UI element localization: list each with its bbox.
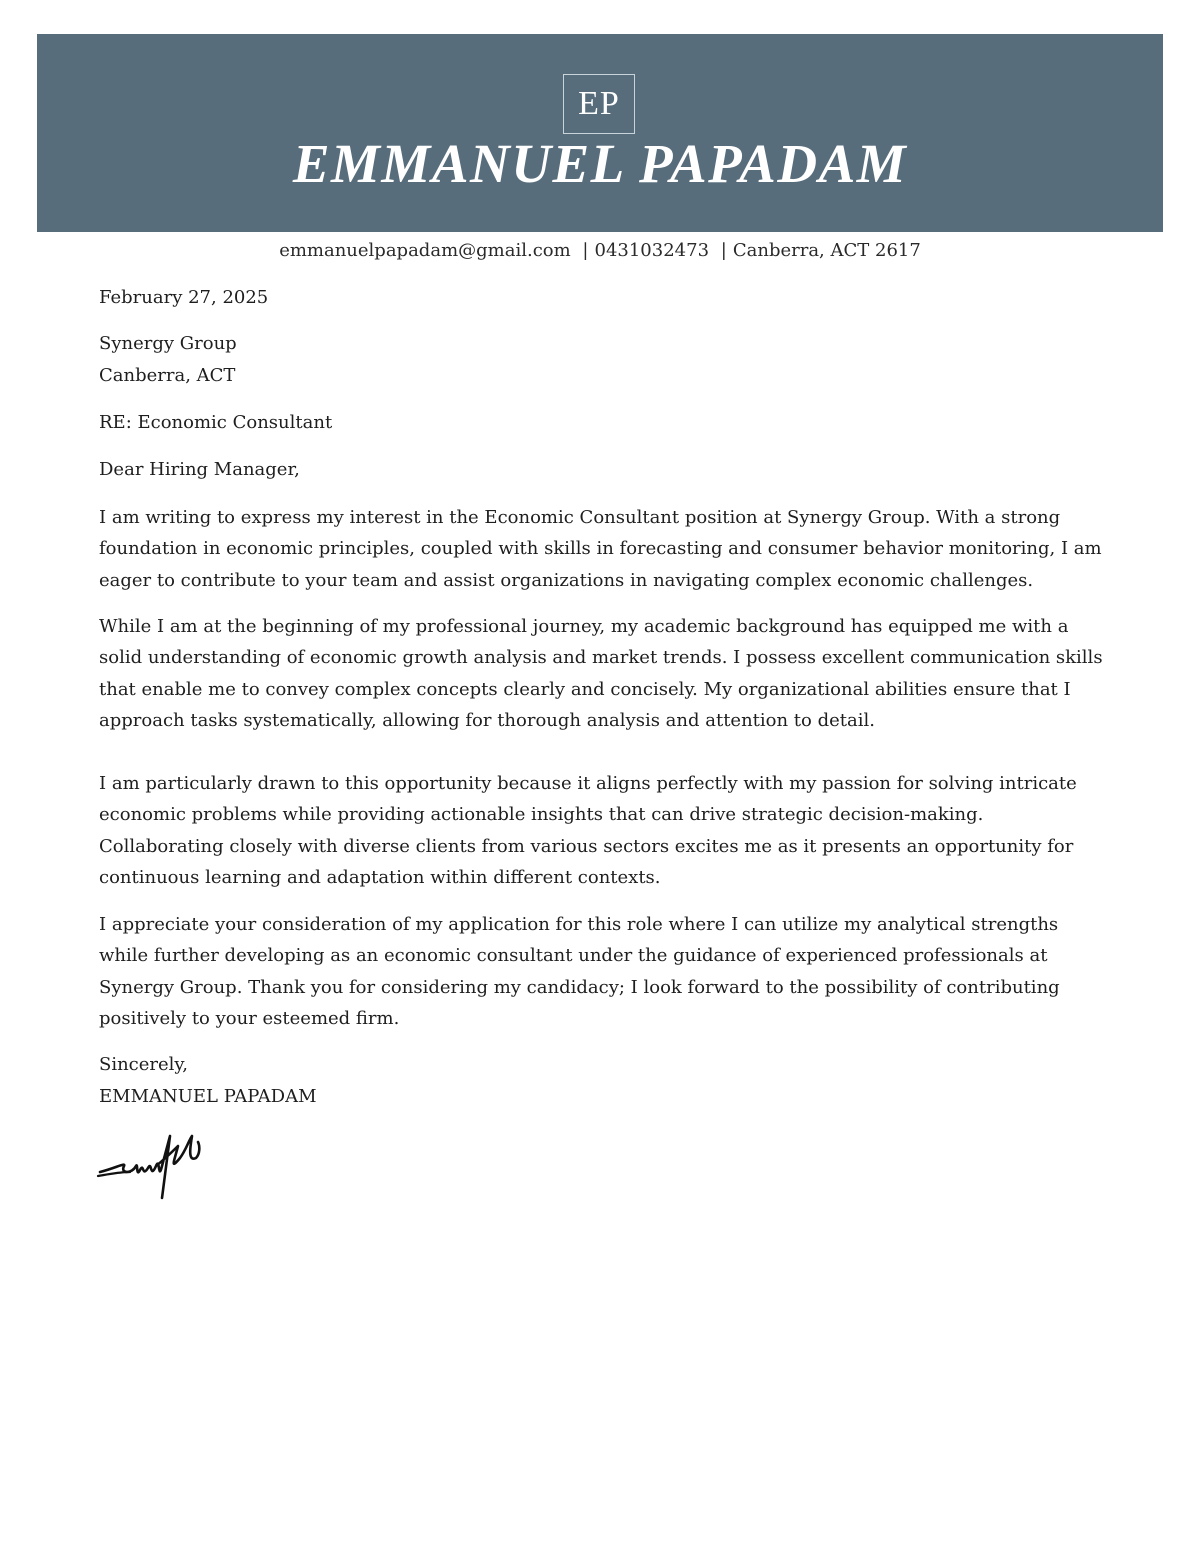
contact-separator: | — [720, 240, 727, 261]
body-paragraph-4: I appreciate your consideration of my application for this role where I can utilize my analytical strengths while further developing as an economic consultant under the guidance of experienced professionals at Synergy Group. Thank you for considering my candidacy; I look forward to the possibility of contributing positively to your esteemed firm. — [99, 914, 1060, 1029]
monogram-logo: EP — [563, 74, 635, 134]
contact-location: Canberra, ACT 2617 — [732, 240, 921, 261]
contact-phone: 0431032473 — [594, 240, 710, 261]
applicant-name-heading: EMMANUEL PAPADAM — [292, 133, 908, 194]
recipient-company: Synergy Group — [99, 333, 237, 354]
body-paragraph-1: I am writing to express my interest in the Economic Consultant position at Synergy Group. With a strong foundation in economic principles, coupled with skills in forecasting and consumer behavior monitoring, I am eager to contribute to your team and assist organizations in navigating complex economic challenges. — [99, 507, 1102, 591]
contact-email: emmanuelpapadam@gmail.com — [279, 240, 571, 261]
body-paragraph-2: While I am at the beginning of my professional journey, my academic background has equipped me with a solid understanding of economic growth analysis and market trends. I possess excellent communication skills that enable me to convey complex concepts clearly and concisely. My organizational abilities ensure that I approach tasks systematically, allowing for thorough analysis and attention to detail. — [99, 616, 1103, 731]
closing: Sincerely, — [99, 1054, 188, 1075]
contact-separator: | — [582, 240, 589, 261]
body-paragraph-3: I am particularly drawn to this opportunity because it aligns perfectly with my passion for solving intricate economic problems while providing actionable insights that can drive strategic decision-making. Collaborating closely with diverse clients from various sectors excites me as it presents an opportunity for continuous learning and adaptation within different contexts. — [99, 773, 1077, 888]
recipient-location: Canberra, ACT — [99, 365, 236, 386]
salutation: Dear Hiring Manager, — [99, 459, 300, 480]
signer-name: EMMANUEL PAPADAM — [99, 1086, 317, 1107]
contact-line — [0, 239, 1200, 263]
letter-date: February 27, 2025 — [99, 287, 269, 308]
letter-subject: RE: Economic Consultant — [99, 412, 333, 433]
handwritten-signature — [96, 1122, 206, 1202]
